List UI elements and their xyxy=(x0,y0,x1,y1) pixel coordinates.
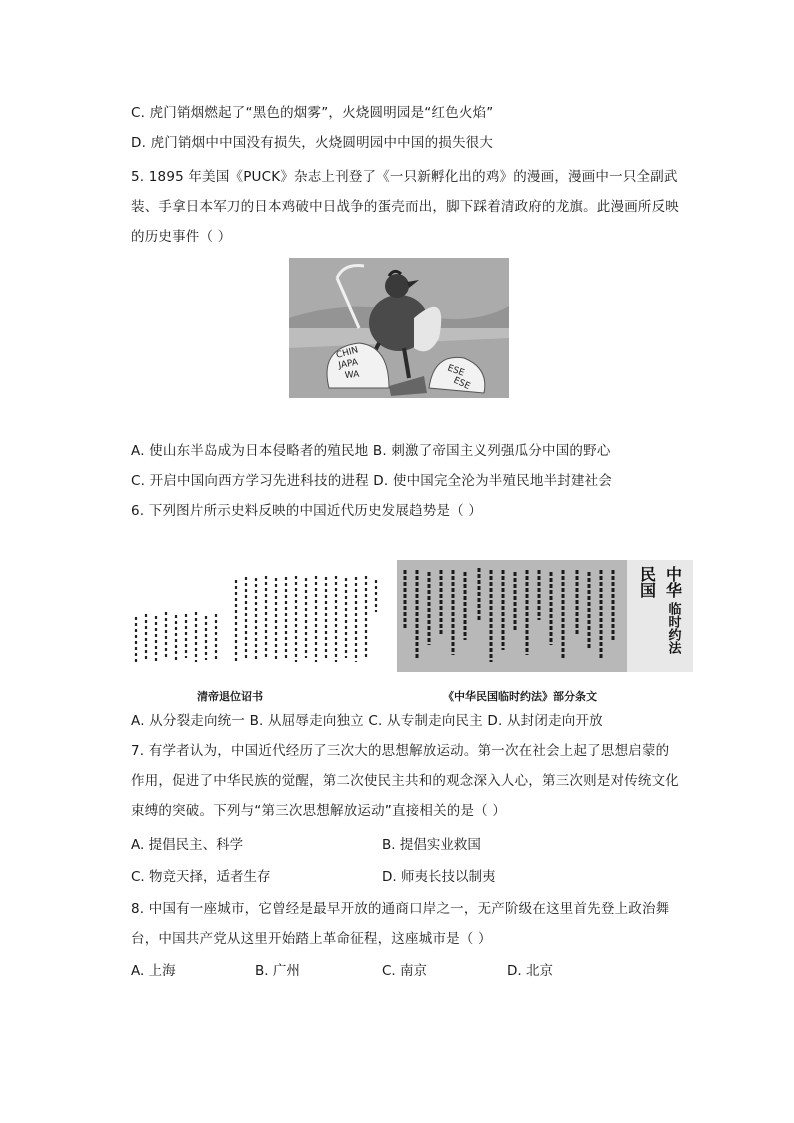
q5-stem-line-1: 5. 1895 年美国《PUCK》杂志上刊登了《一只新孵化出的鸡》的漫画，漫画中一只全副武 xyxy=(131,169,678,185)
q5-cartoon-image xyxy=(289,258,509,398)
q8-option-c: C. 南京 xyxy=(382,963,428,979)
q4-option-d: D. 虎门销烟中中国没有损失，火烧圆明园中中国的损失很大 xyxy=(131,135,494,151)
shell-text-left-3: WA xyxy=(344,369,360,381)
shell-text-left-1: CHIN xyxy=(335,345,360,361)
constitution-text-columns-illustration xyxy=(397,560,693,672)
q5-stem-line-2: 装、手拿日本军刀的日本鸡破中日战争的蛋壳而出，脚下踩着清政府的龙旗。此漫画所反映 xyxy=(131,199,679,215)
q7-stem-line-3: 束缚的突破。下列与“第三次思想解放运动”直接相关的是（ ） xyxy=(131,803,507,819)
q7-stem-line-1: 7. 有学者认为，中国近代经历了三次大的思想解放运动。第一次在社会上起了思想启蒙的 xyxy=(131,743,670,759)
q8-stem-line-1: 8. 中国有一座城市，它曾经是最早开放的通商口岸之一，无产阶级在这里首先登上政治舞 xyxy=(131,901,670,917)
q8-option-b: B. 广州 xyxy=(255,963,300,979)
q8-stem-line-2: 台，中国共产党从这里开始踏上革命征程，这座城市是（ ） xyxy=(131,931,492,947)
shell-text-left-2: JAPA xyxy=(337,357,359,371)
q8-option-a: A. 上海 xyxy=(131,963,176,979)
shell-text-right-2: ESE xyxy=(451,375,472,392)
q8-option-d: D. 北京 xyxy=(507,963,553,979)
q6-image-abdication-edict xyxy=(131,572,386,672)
q5-options-row-2: C. 开启中国向西方学习先进科技的进程 D. 使中国完全沦为半殖民地半封建社会 xyxy=(131,473,613,489)
q6-caption-left: 清帝退位诏书 xyxy=(197,690,263,703)
q6-image-provisional-constitution xyxy=(397,560,693,672)
q5-stem-line-3: 的历史事件（ ） xyxy=(131,229,232,245)
q7-option-a: A. 提倡民主、科学 xyxy=(131,837,244,853)
q4-option-c: C. 虎门销烟燃起了“黑色的烟雾”，火烧圆明园是“红色火焰” xyxy=(131,105,494,121)
constitution-title-col-2: 民国 xyxy=(637,566,657,598)
q7-option-b: B. 提倡实业救国 xyxy=(382,837,481,853)
edict-text-columns-illustration xyxy=(131,572,386,672)
shell-text-right-1: ESE xyxy=(445,363,466,379)
q7-stem-line-2: 作用，促进了中华民族的觉醒，第二次使民主共和的观念深入人心，第三次则是对传统文化 xyxy=(131,773,679,789)
q7-option-c: C. 物竞天择，适者生存 xyxy=(131,869,271,885)
q6-stem: 6. 下列图片所示史料反映的中国近代历史发展趋势是（ ） xyxy=(131,503,483,519)
constitution-title-col-3: 临时约法 xyxy=(665,602,681,654)
chicken-cartoon-illustration xyxy=(289,258,509,398)
constitution-title-col-1: 中华 xyxy=(663,566,683,598)
q7-option-d: D. 师夷长技以制夷 xyxy=(382,869,496,885)
q6-options: A. 从分裂走向统一 B. 从屈辱走向独立 C. 从专制走向民主 D. 从封闭走向开放 xyxy=(131,713,603,729)
q6-caption-right: 《中华民国临时约法》部分条文 xyxy=(443,690,597,703)
q5-options-row-1: A. 使山东半岛成为日本侵略者的殖民地 B. 刺激了帝国主义列强瓜分中国的野心 xyxy=(131,443,611,459)
